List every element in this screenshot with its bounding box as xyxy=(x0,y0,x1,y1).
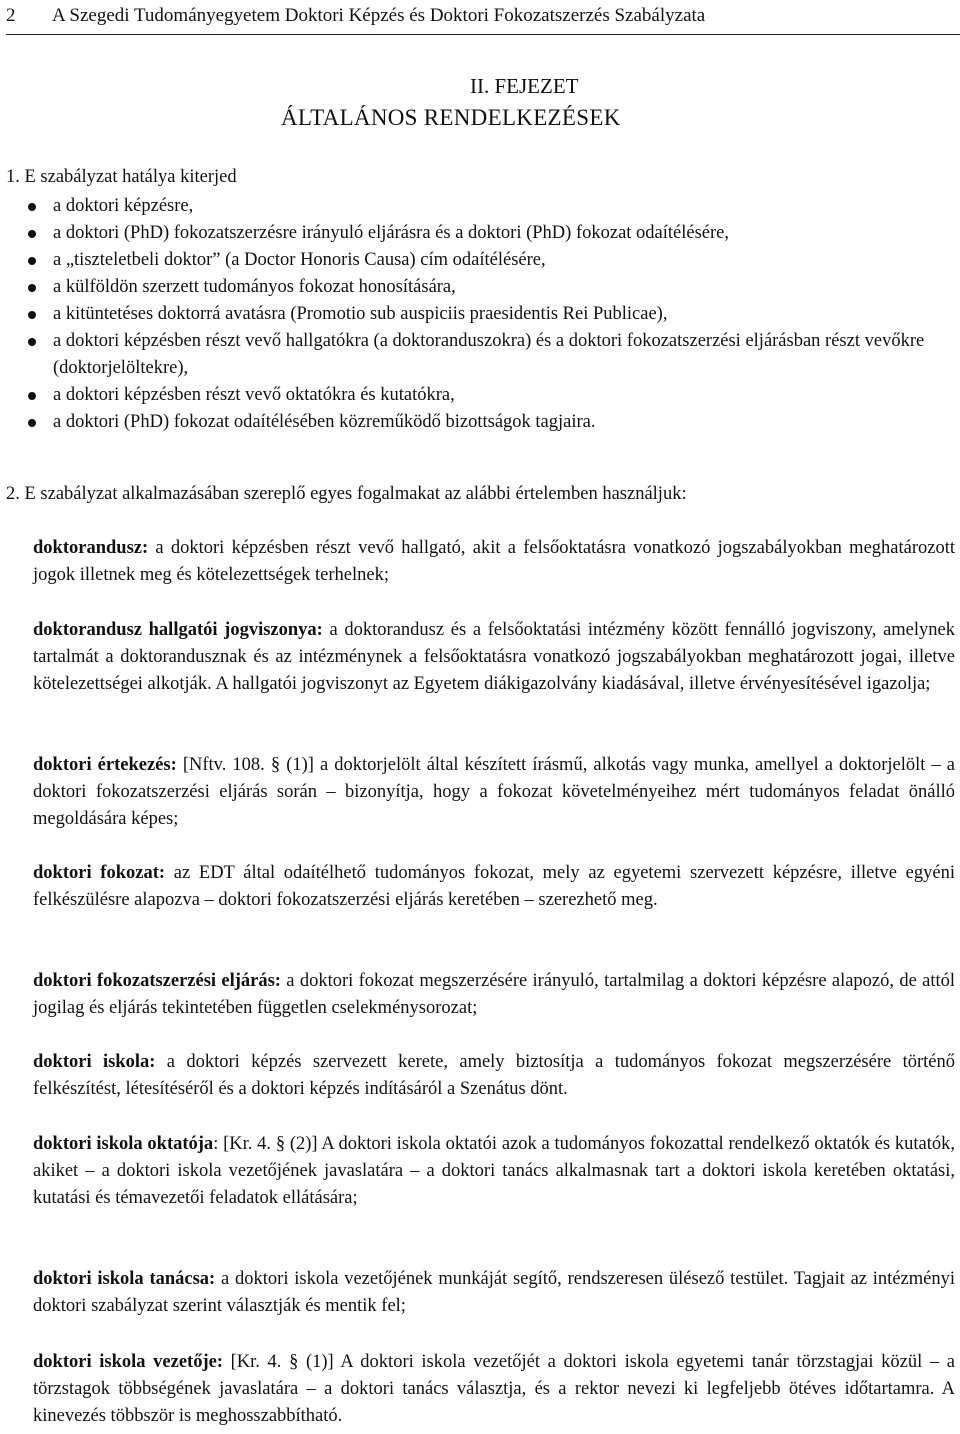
definition-text: a doktorandusz és a felsőoktatási intézmény között fennálló jogviszony, amelynek tartalmát a doktorandusznak és az intézménynek a felsőoktatásra vonatkozó jogszabályokban meghatározott jogai, illetve kötelezettségei alkotják. A hallgatói jogviszonyt az Egyetem diákigazolvány kiadásával, illetve érvényesítésével igazolja; xyxy=(33,620,955,694)
page-header xyxy=(6,0,960,35)
definition-text: a doktori iskola vezetőjének munkáját segítő, rendszeresen ülésező testület. Tagjait az intézményi doktori szabályzat szerint választják és mentik fel; xyxy=(33,1269,955,1316)
definition xyxy=(33,1131,955,1212)
definition xyxy=(33,1349,955,1430)
list-item: a doktori képzésben részt vevő hallgatókra (a doktoranduszokra) és a doktori fokozatszerzési eljárásban részt vevőkre (doktorjelöltekre), xyxy=(28,328,956,382)
list-item: a „tiszteletbeli doktor” (a Doctor Honoris Causa) cím odaítélésére, xyxy=(28,247,956,274)
section-1-intro: 1. E szabályzat hatálya kiterjed xyxy=(6,167,237,187)
scope-list xyxy=(28,193,956,436)
definition-term: doktori iskola: xyxy=(33,1052,156,1072)
definition xyxy=(33,1266,955,1320)
list-item: a doktori (PhD) fokozat odaítélésében közreműködő bizottságok tagjaira. xyxy=(28,409,956,436)
definition xyxy=(33,1049,955,1103)
page-number: 2 xyxy=(6,5,16,26)
section-2-intro: 2. E szabályzat alkalmazásában szereplő egyes fogalmakat az alábbi értelemben használjuk: xyxy=(6,484,687,504)
definition xyxy=(33,535,955,589)
definition-term: doktori iskola vezetője: xyxy=(33,1352,223,1372)
definition xyxy=(33,968,955,1022)
definition xyxy=(33,617,955,698)
definition-term: doktori iskola oktatója xyxy=(33,1134,214,1154)
definition-term: doktori iskola tanácsa: xyxy=(33,1269,216,1289)
list-item: a doktori (PhD) fokozatszerzésre irányuló eljárásra és a doktori (PhD) fokozat odaítélésére, xyxy=(28,220,956,247)
definition xyxy=(33,752,955,833)
definition-text: az EDT által odaítélhető tudományos fokozat, mely az egyetemi szervezett képzésre, illetve egyéni felkészülésre alapozva – doktori fokozatszerzési eljárás keretében – szerezhető meg. xyxy=(33,863,955,910)
definition-term: doktori értekezés: xyxy=(33,755,177,775)
definition-text: : [Kr. 4. § (2)] A doktori iskola oktatói azok a tudományos fokozattal rendelkező oktatók és kutatók, akiket – a doktori iskola vezetőjének javaslatára – a doktori tanács alkalmasnak tart a doktori iskola keretében oktatási, kutatási és témavezetői feladatok ellátására; xyxy=(33,1134,955,1208)
definition-text: a doktori képzésben részt vevő hallgató, akit a felsőoktatásra vonatkozó jogszabályokban meghatározott jogok illetnek meg és kötelezettségek terhelnek; xyxy=(33,538,955,585)
definition-text: [Nftv. 108. § (1)] a doktorjelölt által készített írásmű, alkotás vagy munka, amellyel a doktorjelölt – a doktori fokozatszerzési eljárás során – bizonyítja, hogy a fokozat követelményeihez mért tudományos feladat önálló megoldására képes; xyxy=(33,755,955,829)
definition-text: [Kr. 4. § (1)] A doktori iskola vezetőjét a doktori iskola egyetemi tanár törzstagjai közül – a törzstagok többségének javaslatára – a doktori tanács választja, és a rektor nevezi ki legfeljebb ötéves időtartamra. A kinevezés többször is meghosszabbítható. xyxy=(33,1352,956,1426)
document-title: A Szegedi Tudományegyetem Doktori Képzés és Doktori Fokozatszerzés Szabályzata xyxy=(52,5,706,26)
definition xyxy=(33,860,955,914)
list-item: a külföldön szerzett tudományos fokozat honosítására, xyxy=(28,274,956,301)
chapter-title: ÁLTALÁNOS RENDELKEZÉSEK xyxy=(281,105,621,130)
definition-term: doktorandusz: xyxy=(33,538,149,558)
definition-text: a doktori fokozat megszerzésére irányuló, tartalmilag a doktori képzésre alapozó, de attól jogilag és eljárás tekintetében független cselekménysorozat; xyxy=(33,971,955,1018)
list-item: a doktori képzésben részt vevő oktatókra és kutatókra, xyxy=(28,382,956,409)
definition-text: a doktori képzés szervezett kerete, amely biztosítja a tudományos fokozat megszerzésére történő felkészítést, létesítéséről és a doktori képzés indításáról a Szenátus dönt. xyxy=(33,1052,955,1099)
chapter-number: II. FEJEZET xyxy=(470,74,579,98)
list-item: a kitüntetéses doktorrá avatásra (Promotio sub auspiciis praesidentis Rei Publicae), xyxy=(28,301,956,328)
list-item: a doktori képzésre, xyxy=(28,193,956,220)
definition-term: doktori fokozat: xyxy=(33,863,166,883)
definition-term: doktorandusz hallgatói jogviszonya: xyxy=(33,620,323,640)
definition-term: doktori fokozatszerzési eljárás: xyxy=(33,971,281,991)
